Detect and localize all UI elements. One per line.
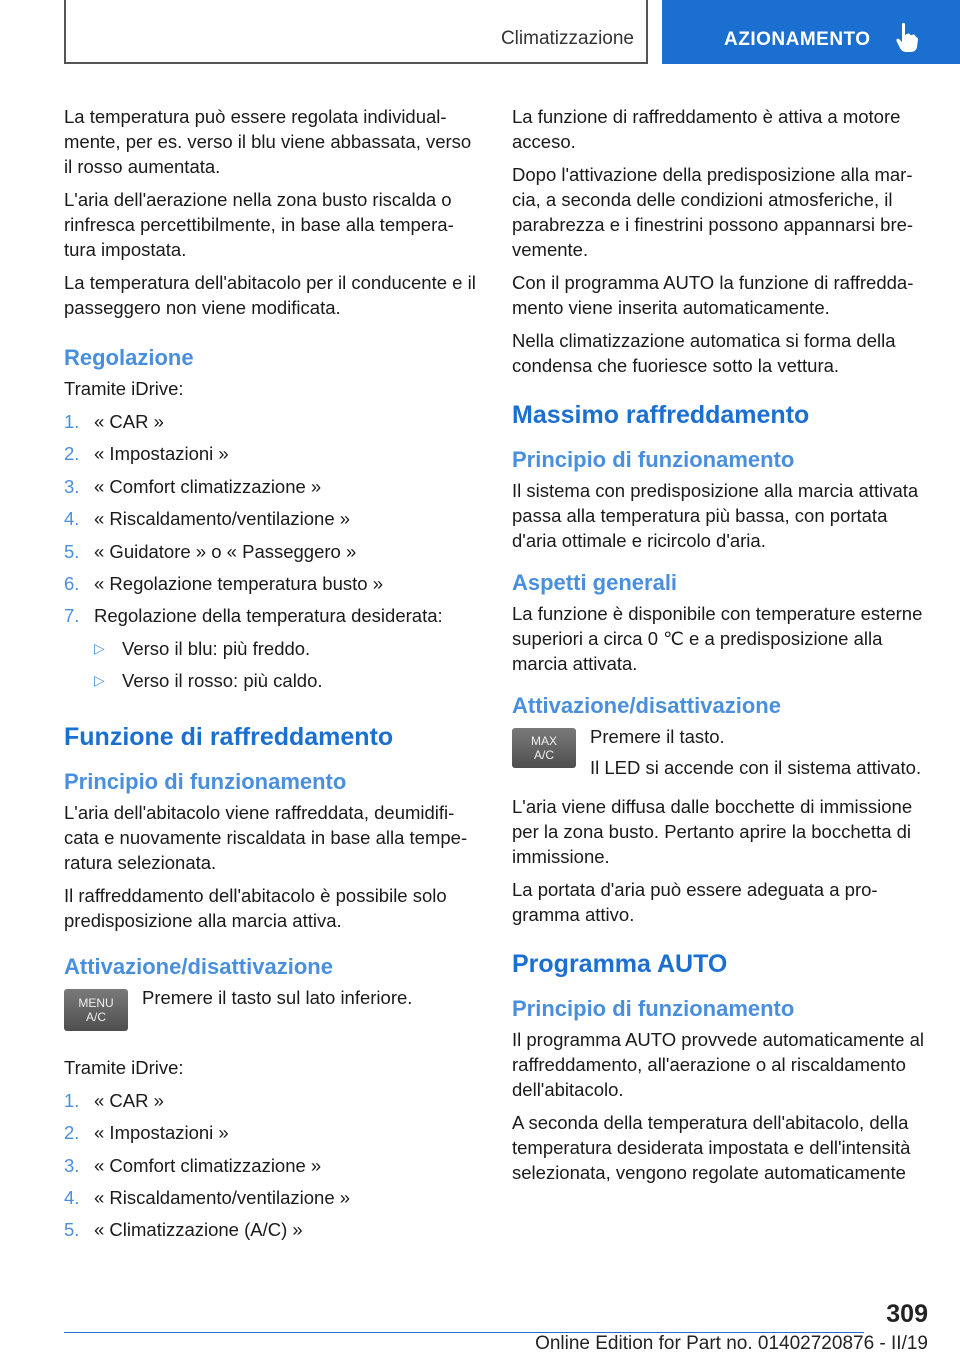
list-item: 4. « Riscaldamento/ventilazione » <box>64 1186 351 1208</box>
right-column <box>512 104 926 1193</box>
list-item: 6. « Regolazione temperatura busto » <box>64 572 383 594</box>
header-section-title: Climatizzazione <box>500 28 634 49</box>
header-chapter-title: AZIONAMENTO <box>724 29 871 50</box>
paragraph: La temperatura può essere regolata individualmente, per es. verso il blu viene abbassata, verso il rosso aumentata. <box>64 106 472 177</box>
footer-edition: Online Edition for Part no. 01402720876 - II/19 <box>535 1333 928 1354</box>
heading-principio: Principio di funzionamento <box>64 768 347 794</box>
heading-aspetti-generali: Aspetti generali <box>512 570 678 595</box>
list-item: 4. « Riscaldamento/ventilazione » <box>64 508 351 530</box>
list-item: 2. « Impostazioni » <box>64 443 229 465</box>
list-item: 5. « Climatizzazione (A/C) » <box>64 1219 303 1241</box>
heading-massimo-raffreddamento: Massimo raffreddamento <box>512 401 810 429</box>
menu-ac-button-image: MENU A/C <box>64 989 128 1031</box>
paragraph: La portata d'aria può essere adeguata a programma attivo. <box>512 879 878 925</box>
triangle-right-icon: ▷ <box>94 671 105 688</box>
list-item: 3. « Comfort climatizzazione » <box>64 1154 322 1176</box>
list-item: ▷ Verso il rosso: più caldo. <box>94 669 323 691</box>
paragraph: Il programma AUTO provvede automaticamente al raffreddamento, all'aerazione o al riscaldamento dell'abitacolo. <box>512 1029 924 1100</box>
paragraph: Premere il tasto sul lato inferiore. <box>142 986 413 1008</box>
heading-principio: Principio di funzionamento <box>512 996 795 1021</box>
paragraph: La funzione di raffreddamento è attiva a motore acceso. <box>512 106 901 152</box>
paragraph: La temperatura dell'abitacolo per il conducente e il passeggero non viene modificata. <box>64 272 476 318</box>
paragraph: Tramite iDrive: <box>64 378 184 399</box>
list-item: ▷ Verso il blu: più freddo. <box>94 637 311 659</box>
menu-ac-instruction <box>64 985 478 1055</box>
page-number: 309 <box>886 1300 928 1328</box>
paragraph: L'aria dell'aerazione nella zona busto riscalda o rinfresca percettibilmente, in base alla temperatura impostata. <box>64 189 454 260</box>
paragraph: A seconda della temperatura dell'abitacolo, della temperatura desiderata impostata e dell'intensità selezionata, vengono regolate automaticamente <box>512 1112 911 1183</box>
heading-programma-auto: Programma AUTO <box>512 950 728 978</box>
list-item: 5. « Guidatore » o « Passeggero » <box>64 540 357 562</box>
steps-list-regolazione <box>64 409 478 636</box>
list-item: 1. « CAR » <box>64 1089 164 1111</box>
list-item: 1. « CAR » <box>64 411 164 432</box>
paragraph: Con il programma AUTO la funzione di raffreddamento viene inserita automaticamente. <box>512 272 914 318</box>
paragraph: Il LED si accende con il sistema attivato. <box>590 757 922 778</box>
paragraph: Il raffreddamento dell'abitacolo è possibile solo predisposizione alla marcia attiva. <box>64 884 447 931</box>
list-item: 2. « Impostazioni » <box>64 1122 229 1144</box>
paragraph: Nella climatizzazione automatica si forma della condensa che fuoriesce sotto la vettura. <box>512 330 896 376</box>
heading-funzione-raffreddamento: Funzione di raffreddamento <box>64 722 394 751</box>
triangle-right-icon: ▷ <box>94 639 105 656</box>
max-ac-instruction <box>512 724 926 794</box>
sub-bullets <box>64 636 478 700</box>
paragraph: La funzione è disponibile con temperature esterne superiori a circa 0 ℃ e a predisposizione alla marcia attivata. <box>512 603 923 674</box>
header-section-box <box>64 0 648 64</box>
paragraph: Dopo l'attivazione della predisposizione alla marcia, a seconda delle condizioni atmosferiche, il parabrezza e i finestrini possono appannarsi brevemente. <box>512 164 914 260</box>
heading-attivazione: Attivazione/disattivazione <box>64 953 333 979</box>
paragraph: Il sistema con predisposizione alla marcia attivata passa alla temperatura più bassa, con portata d'aria ottimale e ricircolo d'aria. <box>512 480 919 551</box>
paragraph: Premere il tasto. <box>590 726 725 747</box>
heading-regolazione: Regolazione <box>64 345 194 370</box>
heading-principio: Principio di funzionamento <box>512 447 795 472</box>
paragraph: L'aria viene diffusa dalle bocchette di immissione per la zona busto. Pertanto aprire la bocchetta di immissione. <box>512 796 913 867</box>
left-column <box>64 104 478 1250</box>
list-item: 7. Regolazione della temperatura desiderata: <box>64 605 443 627</box>
heading-attivazione: Attivazione/disattivazione <box>512 693 781 718</box>
paragraph: Tramite iDrive: <box>64 1056 184 1078</box>
header-chapter-tab <box>662 0 960 64</box>
list-item: 3. « Comfort climatizzazione » <box>64 475 322 497</box>
steps-list-climatizzazione <box>64 1088 478 1250</box>
pointing-hand-icon <box>896 22 918 52</box>
max-ac-button-image: MAX A/C <box>512 728 576 768</box>
paragraph: L'aria dell'abitacolo viene raffreddata, deumidificata e nuovamente riscaldata in base alla temperatura selezionata. <box>64 801 468 873</box>
